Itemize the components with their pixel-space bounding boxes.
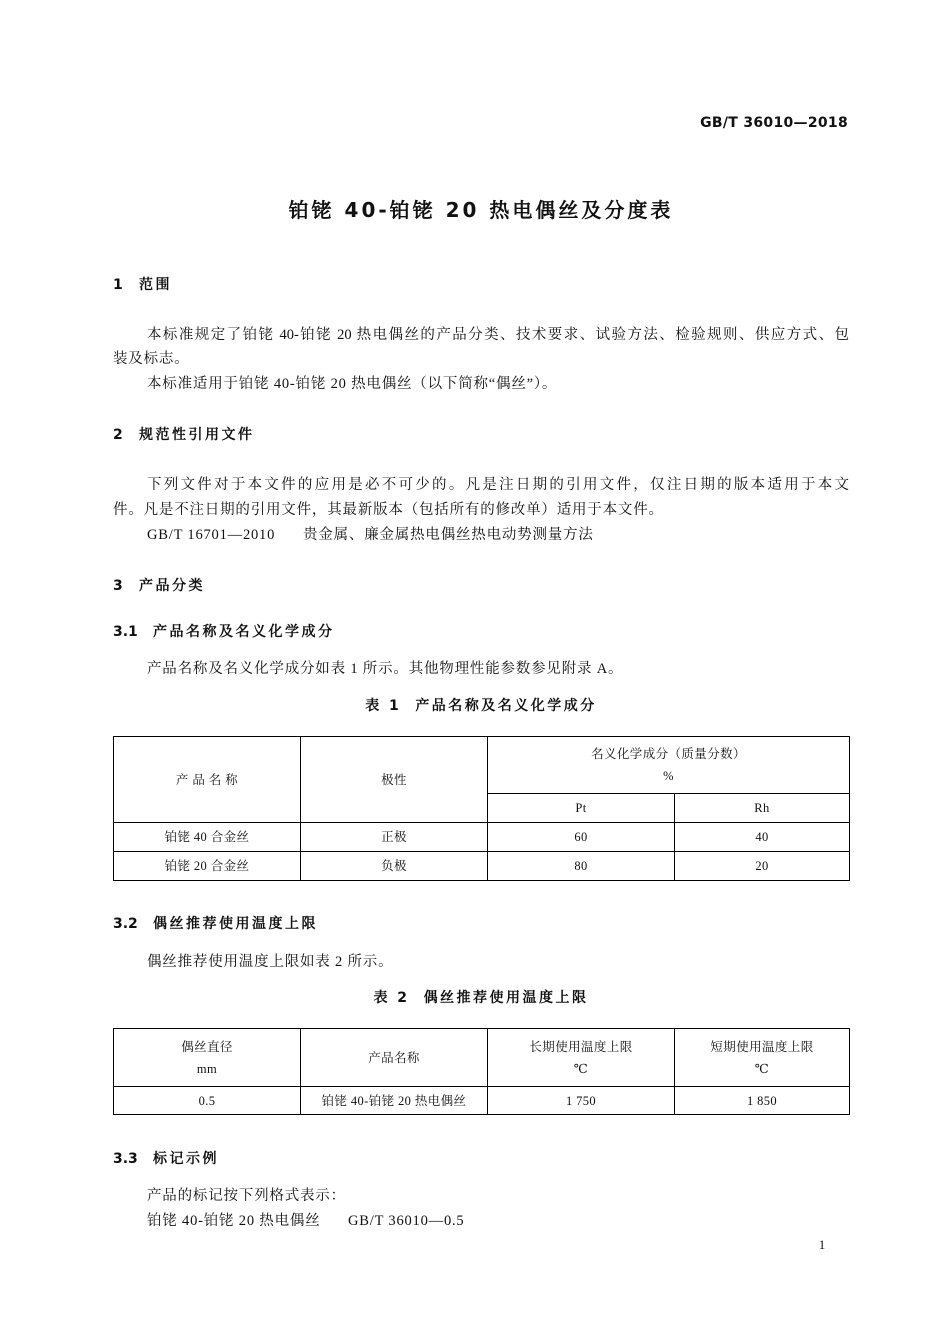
caption-number: 表 1 xyxy=(365,698,402,714)
cell-product-name: 铂铑 40 合金丝 xyxy=(114,823,301,852)
header-short-term xyxy=(675,1029,850,1087)
example-product-name: 铂铑 40-铂铑 20 热电偶丝 xyxy=(147,1213,321,1229)
cell-rh: 40 xyxy=(675,823,850,852)
table-1-caption xyxy=(113,696,849,716)
table-row xyxy=(114,823,850,852)
table-row xyxy=(114,1087,850,1115)
header-product: 产品名称 xyxy=(301,1029,488,1087)
cell-polarity: 负极 xyxy=(301,852,488,881)
table-2-caption xyxy=(113,988,849,1008)
cell-product-name: 铂铑 20 合金丝 xyxy=(114,852,301,881)
section-number: 1 xyxy=(113,277,123,293)
header-diameter-label: 偶丝直径 xyxy=(181,1039,233,1054)
section-3-1-heading xyxy=(113,622,335,642)
document-code: GB/T 36010—2018 xyxy=(700,115,848,131)
header-short-term-unit: ℃ xyxy=(754,1061,770,1076)
section-3-3-paragraph: 产品的标记按下列格式表示： xyxy=(147,1188,346,1204)
page-number: 1 xyxy=(818,1237,826,1252)
cell-pt: 60 xyxy=(488,823,675,852)
section-title: 范围 xyxy=(139,277,172,293)
cell-product: 铂铑 40-铂铑 20 热电偶丝 xyxy=(301,1087,488,1115)
cell-polarity: 正极 xyxy=(301,823,488,852)
header-diameter xyxy=(114,1029,301,1087)
header-composition-unit: % xyxy=(663,769,674,783)
section-title: 产品分类 xyxy=(139,578,205,594)
header-rh: Rh xyxy=(675,794,850,823)
header-composition-label: 名义化学成分（质量分数） xyxy=(591,747,746,761)
caption-title: 偶丝推荐使用温度上限 xyxy=(423,990,589,1006)
section-title: 产品名称及名义化学成分 xyxy=(153,624,335,640)
cell-pt: 80 xyxy=(488,852,675,881)
header-long-term xyxy=(488,1029,675,1087)
scope-applicability-paragraph: 本标准适用于铂铑 40-铂铑 20 热电偶丝（以下简称“偶丝”）。 xyxy=(147,376,558,392)
document-title: 铂铑 40-铂铑 20 热电偶丝及分度表 xyxy=(288,198,674,222)
header-composition xyxy=(488,737,850,794)
section-3-2-paragraph: 偶丝推荐使用温度上限如表 2 所示。 xyxy=(147,954,394,970)
header-long-term-label: 长期使用温度上限 xyxy=(529,1039,633,1054)
section-number: 3.1 xyxy=(113,624,138,640)
cell-short-term: 1 850 xyxy=(675,1087,850,1115)
section-3-heading xyxy=(113,576,205,596)
header-long-term-unit: ℃ xyxy=(573,1061,589,1076)
header-diameter-unit: mm xyxy=(196,1061,218,1076)
reference-code: GB/T 16701—2010 xyxy=(147,527,276,543)
section-1-heading xyxy=(113,275,172,295)
cell-diameter: 0.5 xyxy=(114,1087,301,1115)
scope-paragraph-line-1: 本标准规定了铂铑 40-铂铑 20 热电偶丝的产品分类、技术要求、试验方法、检验规则、供应方式、包 xyxy=(147,327,849,343)
header-polarity: 极性 xyxy=(301,737,488,823)
normative-reference xyxy=(147,525,594,545)
cell-rh: 20 xyxy=(675,852,850,881)
section-title: 规范性引用文件 xyxy=(139,427,255,443)
section-3-1-paragraph: 产品名称及名义化学成分如表 1 所示。其他物理性能参数参见附录 A。 xyxy=(147,661,624,677)
references-paragraph-line-1: 下列文件对于本文件的应用是必不可少的。凡是注日期的引用文件，仅注日期的版本适用于本文 xyxy=(147,477,849,493)
section-2-heading xyxy=(113,425,255,445)
example-standard-code: GB/T 36010—0.5 xyxy=(348,1213,465,1229)
section-number: 3.3 xyxy=(113,1151,138,1167)
section-number: 3 xyxy=(113,578,123,594)
section-3-2-heading xyxy=(113,914,318,934)
header-product-name: 产 品 名 称 xyxy=(114,737,301,823)
header-short-term-label: 短期使用温度上限 xyxy=(710,1039,814,1054)
section-title: 标记示例 xyxy=(153,1151,219,1167)
references-paragraph-line-2: 件。凡是不注日期的引用文件，其最新版本（包括所有的修改单）适用于本文件。 xyxy=(113,502,664,518)
caption-number: 表 2 xyxy=(373,990,410,1006)
scope-paragraph-line-2: 装及标志。 xyxy=(113,351,190,367)
table-1 xyxy=(113,736,850,881)
table-header-row xyxy=(114,1029,850,1087)
table-2 xyxy=(113,1028,850,1115)
caption-title: 产品名称及名义化学成分 xyxy=(415,698,597,714)
section-3-3-heading xyxy=(113,1149,219,1169)
cell-long-term: 1 750 xyxy=(488,1087,675,1115)
marking-example xyxy=(147,1211,464,1231)
section-title: 偶丝推荐使用温度上限 xyxy=(153,916,318,932)
header-pt: Pt xyxy=(488,794,675,823)
reference-title: 贵金属、廉金属热电偶丝热电动势测量方法 xyxy=(303,527,594,543)
section-number: 2 xyxy=(113,427,123,443)
section-number: 3.2 xyxy=(113,916,138,932)
table-row xyxy=(114,852,850,881)
table-header-row xyxy=(114,737,850,794)
